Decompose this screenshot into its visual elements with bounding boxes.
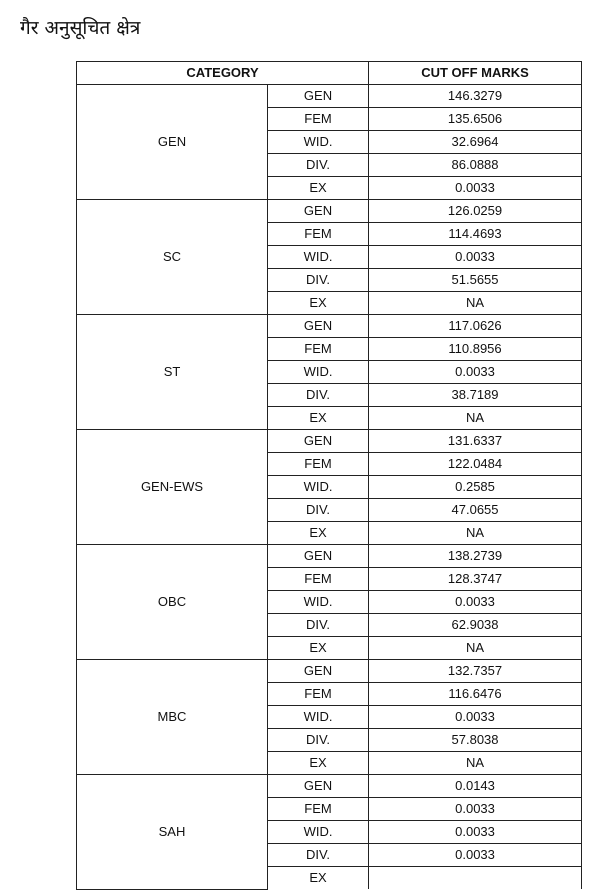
table-row — [77, 200, 582, 223]
cutoff-marks-table — [76, 61, 582, 890]
subcategory-cell: WID. — [268, 706, 369, 729]
subcategory-cell: GEN — [268, 775, 369, 798]
subcategory-cell: DIV. — [268, 614, 369, 637]
cutoff-value-cell: 132.7357 — [369, 660, 582, 683]
cutoff-value-cell: 135.6506 — [369, 108, 582, 131]
cutoff-value-cell: 57.8038 — [369, 729, 582, 752]
cutoff-value-cell: 128.3747 — [369, 568, 582, 591]
table-header-row — [77, 62, 582, 85]
cutoff-value-cell — [369, 867, 582, 890]
page-heading: गैर अनुसूचित क्षेत्र — [20, 17, 141, 39]
category-cell: ST — [77, 315, 268, 430]
cutoff-value-cell: 146.3279 — [369, 85, 582, 108]
cutoff-value-cell: 0.0033 — [369, 591, 582, 614]
cutoff-value-cell: NA — [369, 752, 582, 775]
subcategory-cell: WID. — [268, 361, 369, 384]
cutoff-value-cell: 62.9038 — [369, 614, 582, 637]
subcategory-cell: DIV. — [268, 154, 369, 177]
subcategory-cell: EX — [268, 637, 369, 660]
cutoff-value-cell: NA — [369, 292, 582, 315]
subcategory-cell: DIV. — [268, 729, 369, 752]
cutoff-value-cell: 0.0033 — [369, 821, 582, 844]
cutoff-value-cell: 32.6964 — [369, 131, 582, 154]
table-row — [77, 430, 582, 453]
subcategory-cell: FEM — [268, 568, 369, 591]
subcategory-cell: EX — [268, 407, 369, 430]
subcategory-cell: GEN — [268, 85, 369, 108]
subcategory-cell: WID. — [268, 246, 369, 269]
subcategory-cell: WID. — [268, 821, 369, 844]
subcategory-cell: FEM — [268, 223, 369, 246]
cutoff-value-cell: 110.8956 — [369, 338, 582, 361]
subcategory-cell: EX — [268, 522, 369, 545]
cutoff-header: CUT OFF MARKS — [369, 62, 582, 85]
cutoff-value-cell: 131.6337 — [369, 430, 582, 453]
table-row — [77, 315, 582, 338]
cutoff-value-cell: 116.6476 — [369, 683, 582, 706]
subcategory-cell: GEN — [268, 430, 369, 453]
cutoff-value-cell: 126.0259 — [369, 200, 582, 223]
cutoff-value-cell: 0.0033 — [369, 177, 582, 200]
cutoff-value-cell: 138.2739 — [369, 545, 582, 568]
cutoff-value-cell: 0.0033 — [369, 844, 582, 867]
cutoff-value-cell: 51.5655 — [369, 269, 582, 292]
category-cell: GEN — [77, 85, 268, 200]
cutoff-value-cell: NA — [369, 407, 582, 430]
cutoff-value-cell: 0.0143 — [369, 775, 582, 798]
subcategory-cell: EX — [268, 177, 369, 200]
table-body — [77, 85, 582, 890]
subcategory-cell: DIV. — [268, 499, 369, 522]
cutoff-value-cell: 114.4693 — [369, 223, 582, 246]
cutoff-value-cell: 0.0033 — [369, 798, 582, 821]
category-cell: OBC — [77, 545, 268, 660]
subcategory-cell: FEM — [268, 683, 369, 706]
table-row — [77, 545, 582, 568]
category-header: CATEGORY — [77, 62, 369, 85]
cutoff-value-cell: 0.0033 — [369, 361, 582, 384]
cutoff-value-cell: 38.7189 — [369, 384, 582, 407]
category-cell: SAH — [77, 775, 268, 890]
subcategory-cell: FEM — [268, 453, 369, 476]
cutoff-value-cell: 47.0655 — [369, 499, 582, 522]
subcategory-cell: GEN — [268, 660, 369, 683]
subcategory-cell: GEN — [268, 545, 369, 568]
table-row — [77, 85, 582, 108]
subcategory-cell: GEN — [268, 200, 369, 223]
cutoff-value-cell: 117.0626 — [369, 315, 582, 338]
subcategory-cell: WID. — [268, 476, 369, 499]
cutoff-value-cell: 0.0033 — [369, 246, 582, 269]
subcategory-cell: FEM — [268, 338, 369, 361]
cutoff-value-cell: 0.0033 — [369, 706, 582, 729]
subcategory-cell: EX — [268, 867, 369, 890]
table-row — [77, 775, 582, 798]
cutoff-value-cell: 86.0888 — [369, 154, 582, 177]
subcategory-cell: FEM — [268, 108, 369, 131]
subcategory-cell: DIV. — [268, 844, 369, 867]
subcategory-cell: WID. — [268, 591, 369, 614]
cutoff-value-cell: NA — [369, 637, 582, 660]
cutoff-value-cell: 0.2585 — [369, 476, 582, 499]
cutoff-value-cell: 122.0484 — [369, 453, 582, 476]
subcategory-cell: EX — [268, 752, 369, 775]
table-row — [77, 660, 582, 683]
subcategory-cell: WID. — [268, 131, 369, 154]
category-cell: SC — [77, 200, 268, 315]
subcategory-cell: FEM — [268, 798, 369, 821]
subcategory-cell: DIV. — [268, 269, 369, 292]
category-cell: GEN-EWS — [77, 430, 268, 545]
subcategory-cell: EX — [268, 292, 369, 315]
category-cell: MBC — [77, 660, 268, 775]
subcategory-cell: DIV. — [268, 384, 369, 407]
subcategory-cell: GEN — [268, 315, 369, 338]
cutoff-value-cell: NA — [369, 522, 582, 545]
